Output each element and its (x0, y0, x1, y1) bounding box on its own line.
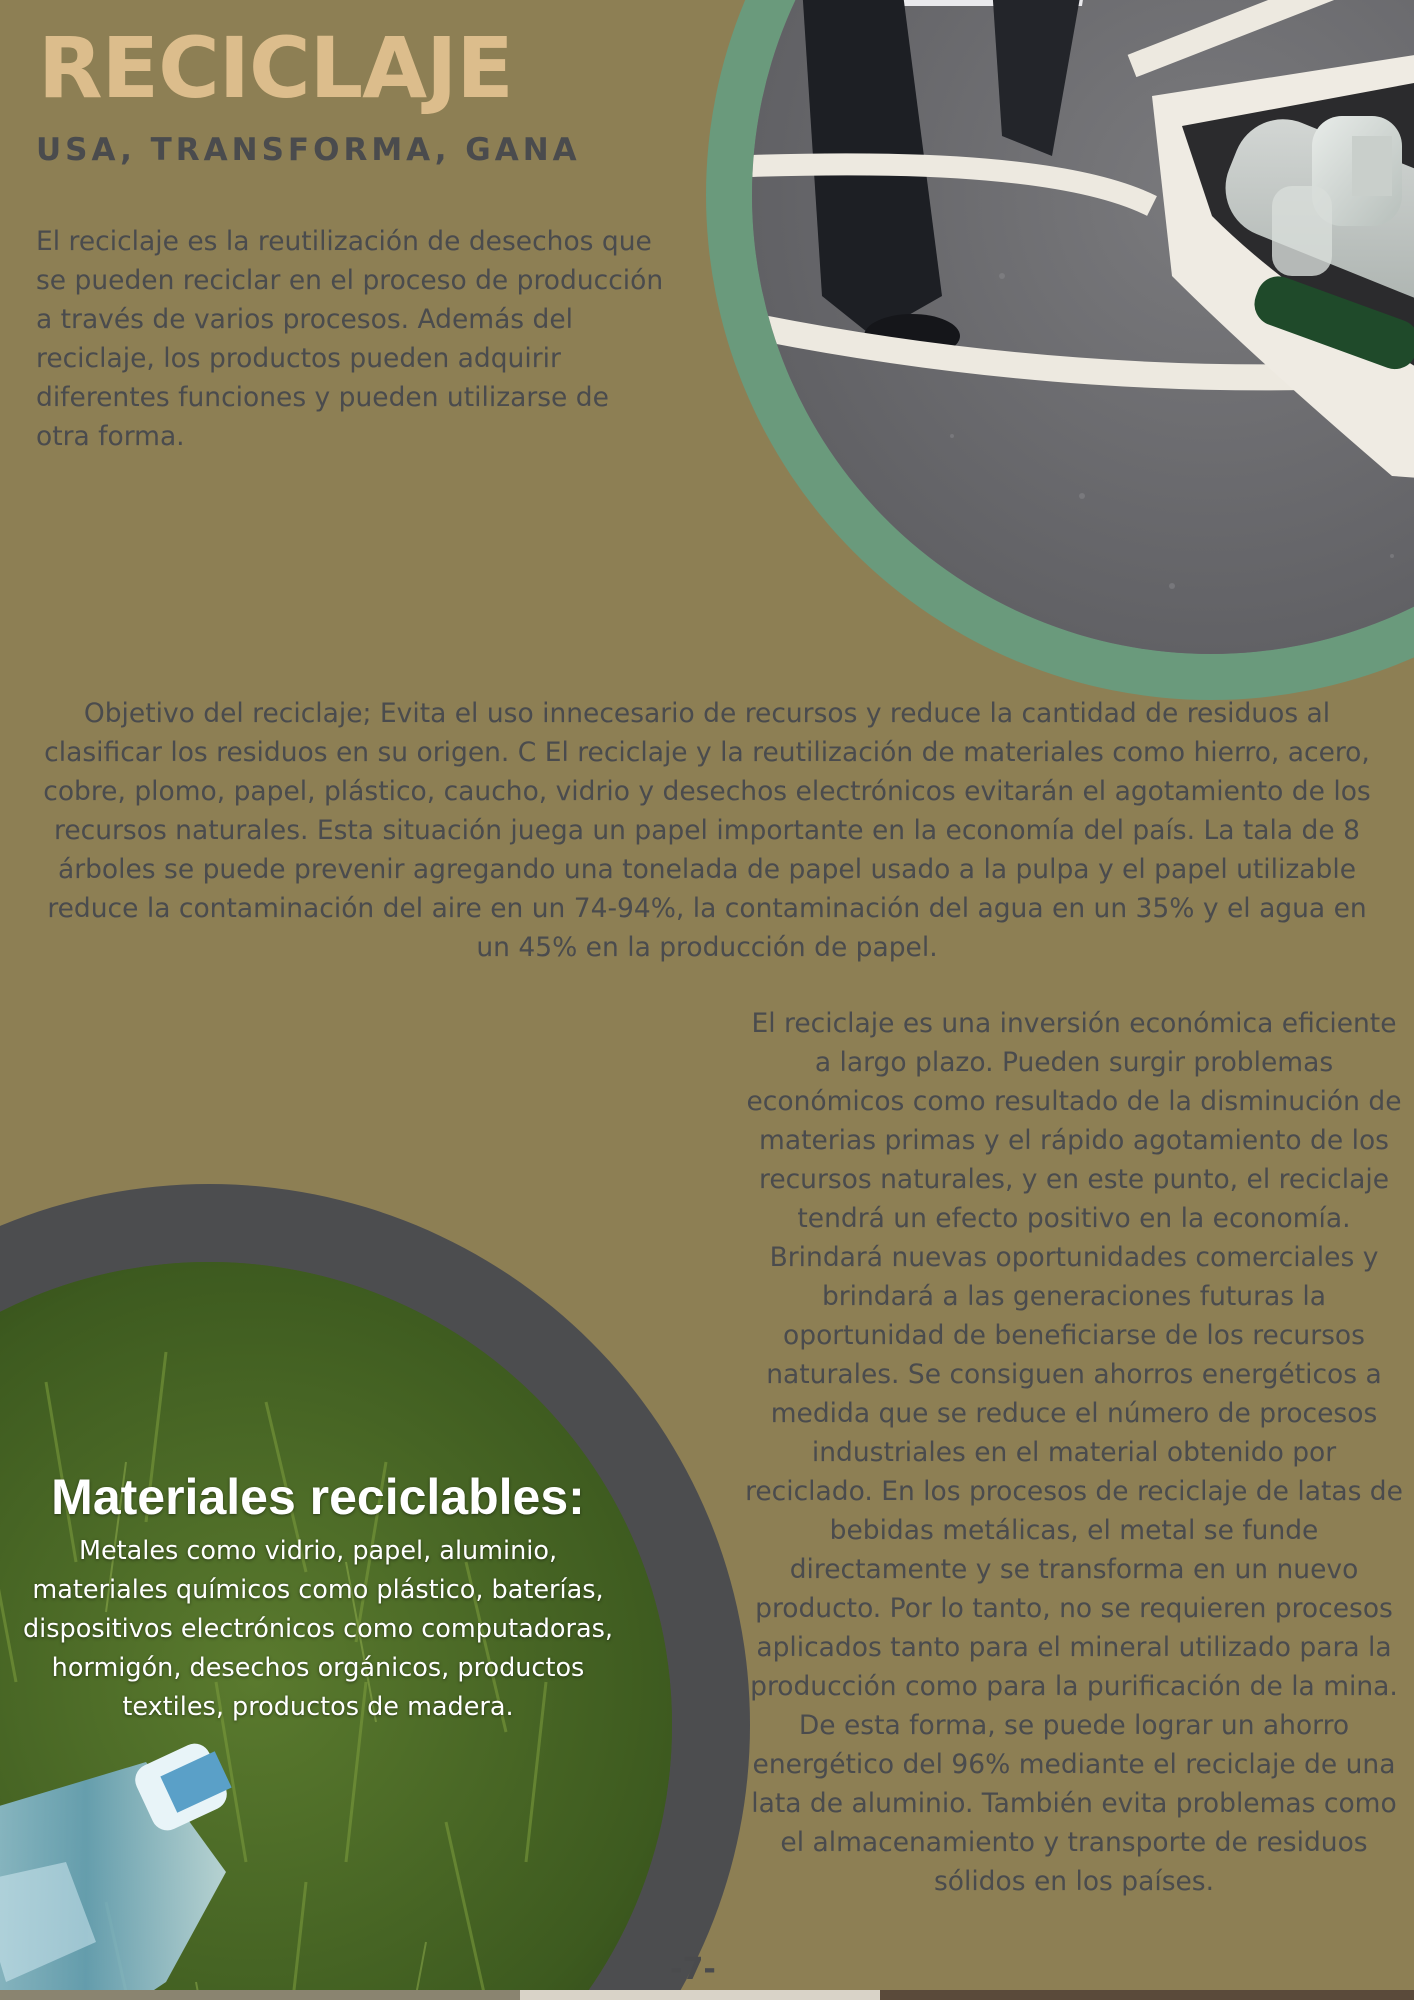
page-subtitle: USA, TRANSFORMA, GANA (36, 132, 581, 168)
objective-paragraph: Objetivo del reciclaje; Evita el uso innecesario de recursos y reduce la cantidad de residuos al clasificar los residuos en su origen. C El reciclaje y la reutilización de materiales como hierro, acero, cobre, plomo, papel, plástico, caucho, vidrio y desechos electrónicos evitarán el agotamiento de los recursos naturales. Esta situación juega un papel importante en la economía del país. La tala de 8 árboles se puede prevenir agregando una tonelada de papel usado a la pulpa y el papel utilizable reduce la contaminación del aire en un 74-94%, la contaminación del agua en un 35% y el agua en un 45% en la producción de papel. (43, 698, 1371, 963)
materials-title: Materiales reciclables: (51, 1469, 585, 1525)
bottom-image-strip (0, 1990, 1414, 2000)
economy-paragraph: El reciclaje es una inversión económica eficiente a largo plazo. Pueden surgir problemas económicos como resultado de la disminución de materias primas y el rápido agotamiento de los recursos naturales, y en este punto, el reciclaje tendrá un efecto positivo en la economía. Brindará nuevas oportunidades comerciales y brindará a las generaciones futuras la oportunidad de beneficiarse de los recursos naturales. Se consiguen ahorros energéticos a medida que se reduce el número de procesos industriales en el material obtenido por reciclado. En los procesos de reciclaje de latas de bebidas metálicas, el metal se funde directamente y se transforma en un nuevo producto. Por lo tanto, no se requieren procesos aplicados tanto para el mineral utilizado para la producción como para la purificación de la mina. De esta forma, se puede lograr un ahorro energético del 96% mediante el reciclaje de una lata de aluminio. También evita problemas como el almacenamiento y transporte de residuos sólidos en los países. (745, 1008, 1403, 1897)
intro-paragraph: El reciclaje es la reutilización de desechos que se pueden reciclar en el proceso de producción a través de varios procesos. Además del reciclaje, los productos pueden adquirir diferentes funciones y pueden utilizarse de otra forma. (36, 226, 664, 452)
glass-recycling-bag-photo (752, 0, 1414, 654)
page-number: -7- (670, 1952, 716, 1987)
page-title: RECICLAJE (38, 19, 513, 117)
materials-text: Metales como vidrio, papel, aluminio, materiales químicos como plástico, baterías, dispositivos electrónicos como computadoras, hormigón, desechos orgánicos, productos textiles, productos de madera. (22, 1536, 614, 1722)
